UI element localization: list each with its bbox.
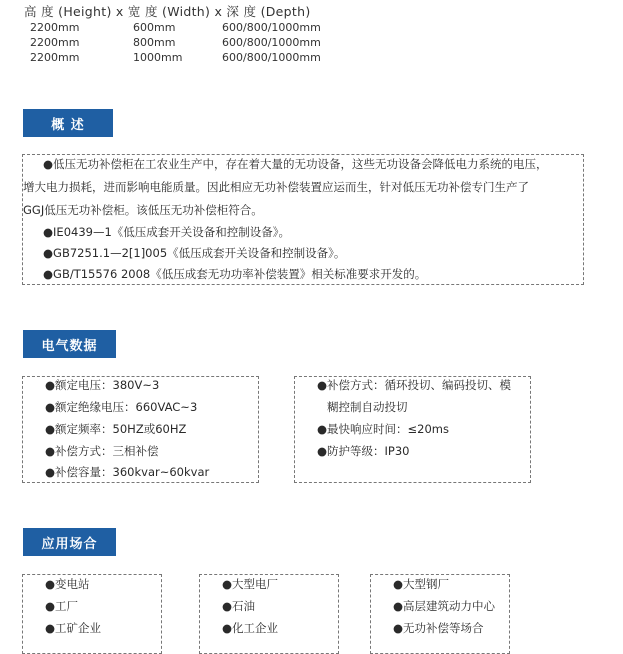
dim-depth-1: 600/800/1000mm	[222, 21, 321, 34]
app-substation: ●变电站	[45, 577, 90, 591]
dimensions-header: 高 度 (Height) x 宽 度 (Width) x 深 度 (Depth)	[24, 4, 311, 19]
overview-line-1: ●低压无功补偿柜在工农业生产中，存在着大量的无功设备，这些无功设备会降低电力系统的电压，	[43, 157, 548, 171]
app-factory: ●工厂	[45, 599, 79, 613]
protection-level: ●防护等级：IP30	[317, 444, 410, 458]
app-power-plant: ●大型电厂	[222, 577, 279, 591]
app-mining: ●工矿企业	[45, 621, 102, 635]
app-chemical: ●化工企业	[222, 621, 279, 635]
app-petroleum: ●石油	[222, 599, 256, 613]
applications-col1-box	[22, 574, 162, 654]
compensation-capacity: ●补偿容量：360kvar~60kvar	[45, 465, 210, 479]
response-time: ●最快响应时间：≤20ms	[317, 422, 449, 436]
dim-width-1: 600mm	[133, 21, 176, 34]
applications-title: 应用场合	[23, 528, 116, 556]
rated-frequency: ●额定频率：50HZ或60HZ	[45, 422, 187, 436]
compensation-type: ●补偿方式：三相补偿	[45, 444, 159, 458]
dim-width-2: 800mm	[133, 36, 176, 49]
app-reactive-compensation: ●无功补偿等场合	[393, 621, 484, 635]
overview-line-5: ●GB7251.1—2[1]005《低压成套开关设备和控制设备》。	[43, 246, 346, 260]
electrical-left-box	[22, 376, 259, 483]
overview-line-2: 增大电力损耗，进而影响电能质量。因此相应无功补偿装置应运而生，针对低压无功补偿专门生产了	[23, 180, 529, 194]
overview-title: 概 述	[23, 109, 113, 137]
dim-height-3: 2200mm	[30, 51, 80, 64]
overview-box	[22, 154, 584, 285]
app-high-rise-power: ●高层建筑动力中心	[393, 599, 496, 613]
dim-height-1: 2200mm	[30, 21, 80, 34]
overview-line-4: ●IE0439—1《低压成套开关设备和控制设备》。	[43, 225, 291, 239]
app-steel-plant: ●大型钢厂	[393, 577, 450, 591]
dim-height-2: 2200mm	[30, 36, 80, 49]
switching-mode-cont: 糊控制自动投切	[327, 400, 408, 414]
applications-col2-box	[199, 574, 339, 654]
dim-depth-2: 600/800/1000mm	[222, 36, 321, 49]
overview-line-6: ●GB/T15576 2008《低压成套无功功率补偿装置》相关标准要求开发的。	[43, 267, 427, 281]
dim-depth-3: 600/800/1000mm	[222, 51, 321, 64]
overview-line-3: GGJ低压无功补偿柜。该低压无功补偿柜符合。	[23, 203, 263, 217]
dim-width-3: 1000mm	[133, 51, 183, 64]
switching-mode: ●补偿方式：循环投切、编码投切、模	[317, 378, 512, 392]
applications-col3-box	[370, 574, 510, 654]
electrical-right-box	[294, 376, 531, 483]
electrical-title: 电气数据	[23, 330, 116, 358]
rated-insulation-voltage: ●额定绝缘电压：660VAC~3	[45, 400, 198, 414]
rated-voltage: ●额定电压：380V~3	[45, 378, 160, 392]
